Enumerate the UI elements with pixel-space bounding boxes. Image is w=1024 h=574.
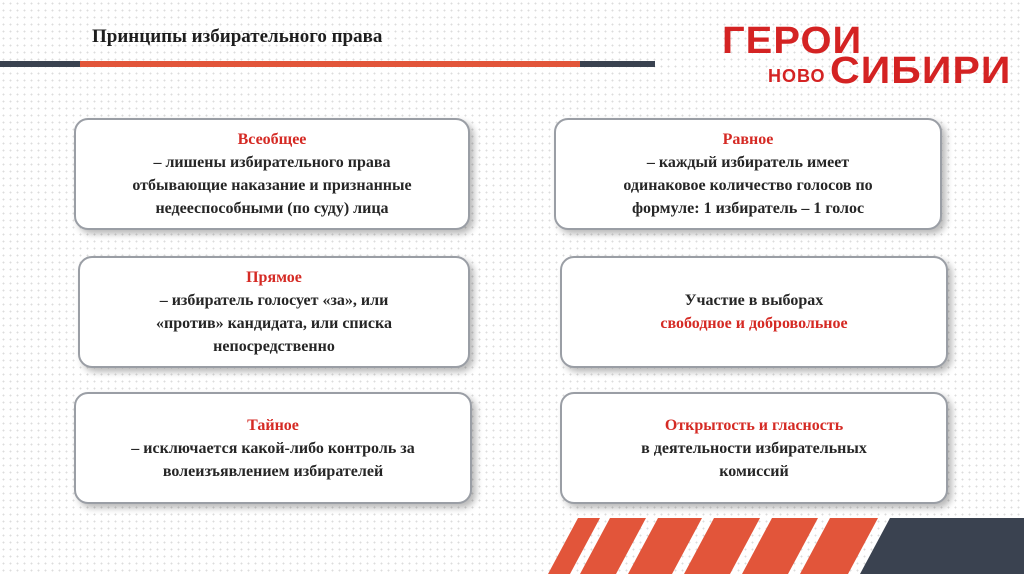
- card-highlight: свободное и добровольное: [660, 315, 848, 332]
- logo-word-sibiri: СИБИРИ: [830, 50, 1012, 92]
- card-title: Тайное: [247, 416, 299, 434]
- card-line: – каждый избиратель имеет: [646, 154, 850, 171]
- card-line: в деятельности избирательных: [641, 439, 867, 457]
- card-line: Участие в выборах: [684, 292, 824, 309]
- logo-word-geroi: ГЕРОИ: [722, 20, 863, 62]
- card-line: отбывающие наказание и признанные: [132, 177, 412, 194]
- card-line: комиссий: [719, 462, 789, 480]
- logo-word-novo: НОВО: [768, 66, 826, 86]
- card-line: формуле: 1 избиратель – 1 голос: [631, 200, 865, 217]
- card-title: Всеобщее: [237, 131, 307, 148]
- card-line: волеизъявлением избирателей: [162, 462, 384, 480]
- card-title: Равное: [722, 131, 774, 148]
- page-title: Принципы избирательного права: [92, 26, 383, 47]
- stripe-dark: [860, 518, 1024, 574]
- card-line: недееспособными (по суду) лица: [155, 200, 389, 217]
- card-title: Прямое: [246, 269, 302, 286]
- card-title: Открытость и гласность: [664, 416, 844, 434]
- card-line: – избиратель голосует «за», или: [159, 292, 389, 309]
- card-line: одинаковое количество голосов по: [623, 177, 873, 194]
- card-line: – лишены избирательного права: [153, 154, 391, 171]
- card-line: «против» кандидата, или списка: [156, 315, 392, 332]
- card-line: – исключается какой-либо контроль за: [131, 439, 415, 457]
- card-line: непосредственно: [213, 338, 335, 355]
